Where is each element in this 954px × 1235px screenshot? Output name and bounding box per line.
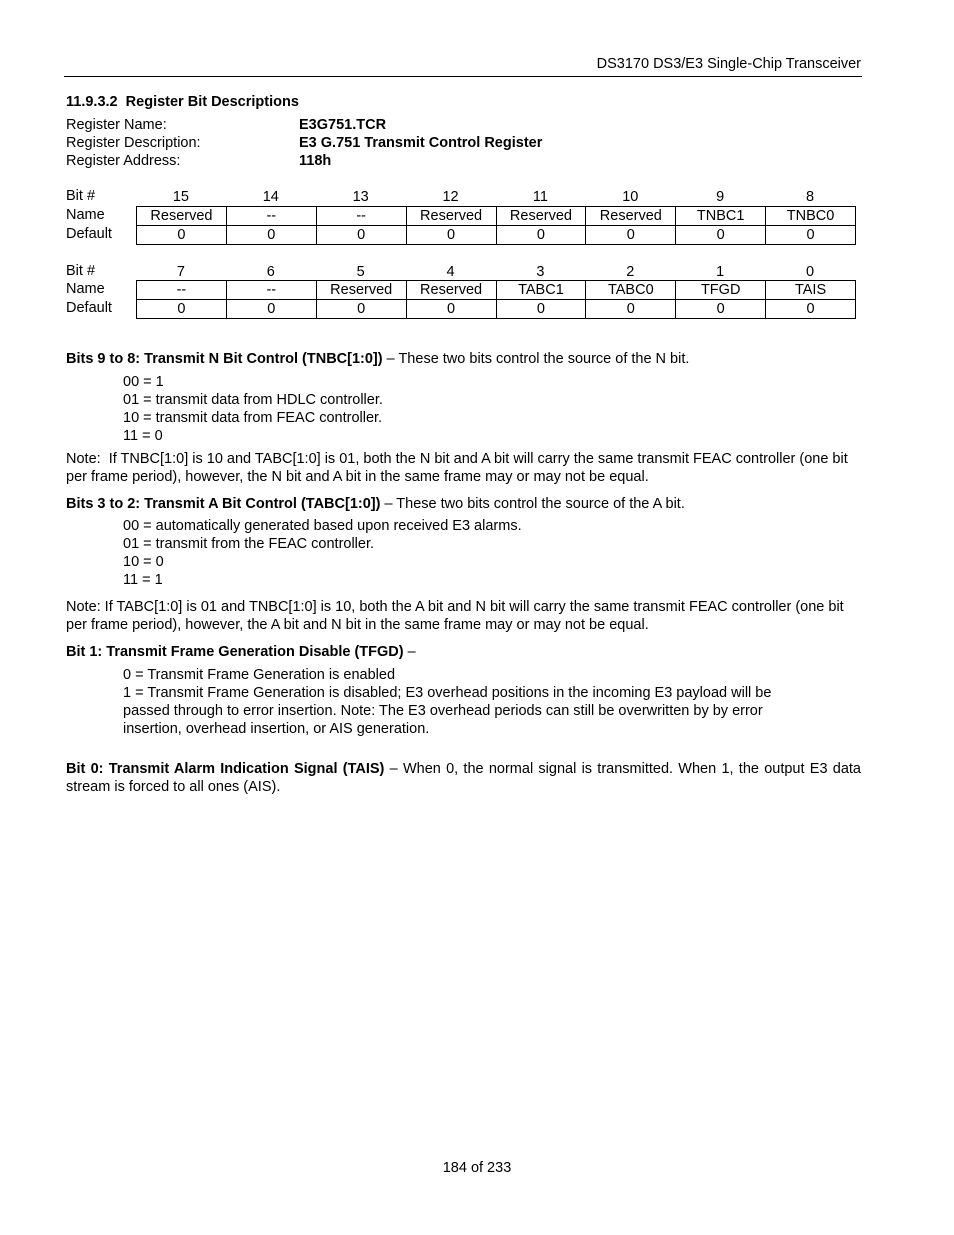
bit-name-cell: Reserved <box>407 281 497 300</box>
bit-number: 11 <box>532 189 548 205</box>
bit-number: 15 <box>172 189 189 205</box>
tnbc-note: Note: If TNBC[1:0] is 10 and TABC[1:0] is 01, both the N bit and A bit will carry the same transmit FEAC controller (one bit per frame period), however, the N bit and A bit in the same frame may or may not be equal. <box>66 451 852 485</box>
section-number: 11.9.3.2 <box>66 94 118 110</box>
bit-number: 10 <box>622 189 639 205</box>
bit-default-cell: 0 <box>766 226 856 245</box>
bit-number: 12 <box>442 189 459 205</box>
tabc-text: – These two bits control the source of the A bit. <box>380 496 685 512</box>
bit-name-cell: TNBC0 <box>766 207 856 226</box>
bit-default-cell: 0 <box>137 226 227 245</box>
bit-name-cell: -- <box>227 207 317 226</box>
name-row-label-upper: Name <box>66 207 105 223</box>
tnbc-heading: Bits 9 to 8: Transmit N Bit Control (TNBC[1:0]) <box>66 351 383 367</box>
bit-default-cell: 0 <box>676 226 766 245</box>
bit-default-cell: 0 <box>227 300 317 319</box>
bit-name-cell: TFGD <box>676 281 766 300</box>
tnbc-item: 10 = transmit data from FEAC controller. <box>123 410 383 426</box>
bit-number: 6 <box>266 264 275 280</box>
register-address-label: Register Address: <box>66 153 181 169</box>
bit-default-cell: 0 <box>137 300 227 319</box>
tabc-item: 01 = transmit from the FEAC controller. <box>123 536 375 552</box>
bit-name-cell: Reserved <box>497 207 587 226</box>
bit-default-cell: 0 <box>497 226 587 245</box>
bit-name-cell: TABC1 <box>497 281 587 300</box>
bit-name-cell: TNBC1 <box>676 207 766 226</box>
page-number: 184 of 233 <box>442 1160 512 1176</box>
tais-text: – When 0, the normal signal is transmitted. When 1, the output E3 data stream is forced to all ones (AIS). <box>66 761 861 795</box>
tais-heading: Bit 0: Transmit Alarm Indication Signal (TAIS) <box>66 761 385 777</box>
upper-register-table <box>136 206 856 245</box>
tnbc-item: 01 = transmit data from HDLC controller. <box>123 392 383 408</box>
tnbc-item: 00 = 1 <box>123 374 164 390</box>
register-name-label: Register Name: <box>66 117 167 133</box>
bit-number: 7 <box>176 264 185 280</box>
register-description-label: Register Description: <box>66 135 201 151</box>
lower-bit-numbers <box>136 263 855 281</box>
tnbc-text: – These two bits control the source of the N bit. <box>382 351 690 367</box>
bit-number: 8 <box>806 189 815 205</box>
bit-default-cell: 0 <box>676 300 766 319</box>
register-description-value: E3 G.751 Transmit Control Register <box>299 135 543 151</box>
bit-name-cell: -- <box>317 207 407 226</box>
bit-name-cell: Reserved <box>317 281 407 300</box>
default-row-label-upper: Default <box>66 226 112 242</box>
tabc-note: Note: If TABC[1:0] is 01 and TNBC[1:0] is 10, both the A bit and N bit will carry the same transmit FEAC controller (one bit per frame period), however, the A bit and N bit in the same frame may or may not be equal. <box>66 599 844 633</box>
bit-name-cell: TABC0 <box>586 281 676 300</box>
bit-number: 1 <box>716 264 725 280</box>
tabc-description <box>66 495 861 513</box>
header-rule <box>64 76 862 77</box>
bit-number: 0 <box>806 264 815 280</box>
page-header-title: DS3170 DS3/E3 Single-Chip Transceiver <box>596 56 861 72</box>
tabc-heading: Bits 3 to 2: Transmit A Bit Control (TABC[1:0]) <box>66 496 381 512</box>
bit-row-label-lower: Bit # <box>66 263 96 279</box>
tfgd-heading: Bit 1: Transmit Frame Generation Disable (TFGD) <box>66 644 404 660</box>
bit-number: 3 <box>536 264 545 280</box>
bit-number: 4 <box>446 264 455 280</box>
default-row-label-lower: Default <box>66 300 112 316</box>
section-title-text: Register Bit Descriptions <box>125 94 299 110</box>
bit-default-cell: 0 <box>497 300 587 319</box>
register-name-value: E3G751.TCR <box>299 117 387 133</box>
tabc-item: 10 = 0 <box>123 554 164 570</box>
bit-number: 5 <box>356 264 365 280</box>
bit-name-cell: Reserved <box>137 207 227 226</box>
bit-number: 14 <box>262 189 279 205</box>
bit-number: 13 <box>352 189 369 205</box>
bit-default-cell: 0 <box>766 300 856 319</box>
bit-number: 2 <box>626 264 635 280</box>
bit-row-label-upper: Bit # <box>66 188 96 204</box>
name-row-label-lower: Name <box>66 281 105 297</box>
lower-register-table <box>136 280 856 319</box>
bit-number: 9 <box>716 189 725 205</box>
tabc-item: 11 = 1 <box>123 572 163 588</box>
tnbc-description <box>66 350 861 368</box>
tfgd-description <box>66 643 861 661</box>
bit-default-cell: 0 <box>586 226 676 245</box>
upper-bit-numbers <box>136 188 855 206</box>
tabc-item: 00 = automatically generated based upon received E3 alarms. <box>123 518 522 534</box>
section-title <box>66 94 299 110</box>
bit-default-cell: 0 <box>407 226 497 245</box>
tnbc-item: 11 = 0 <box>123 428 163 444</box>
tfgd-text: – <box>403 644 416 660</box>
bit-name-cell: -- <box>137 281 227 300</box>
bit-name-cell: Reserved <box>586 207 676 226</box>
tfgd-item: 1 = Transmit Frame Generation is disabled; E3 overhead positions in the incoming E3 payload will be passed through to error insertion. Note: The E3 overhead periods can still be overwritten by by error insertion, overhead insertion, or AIS generation. <box>123 685 772 737</box>
bit-name-cell: Reserved <box>407 207 497 226</box>
bit-default-cell: 0 <box>317 300 407 319</box>
bit-name-cell: TAIS <box>766 281 856 300</box>
bit-default-cell: 0 <box>586 300 676 319</box>
bit-default-cell: 0 <box>227 226 317 245</box>
bit-default-cell: 0 <box>317 226 407 245</box>
bit-default-cell: 0 <box>407 300 497 319</box>
register-address-value: 118h <box>299 153 332 169</box>
tais-description <box>66 760 861 796</box>
tfgd-item: 0 = Transmit Frame Generation is enabled <box>123 667 396 683</box>
bit-name-cell: -- <box>227 281 317 300</box>
